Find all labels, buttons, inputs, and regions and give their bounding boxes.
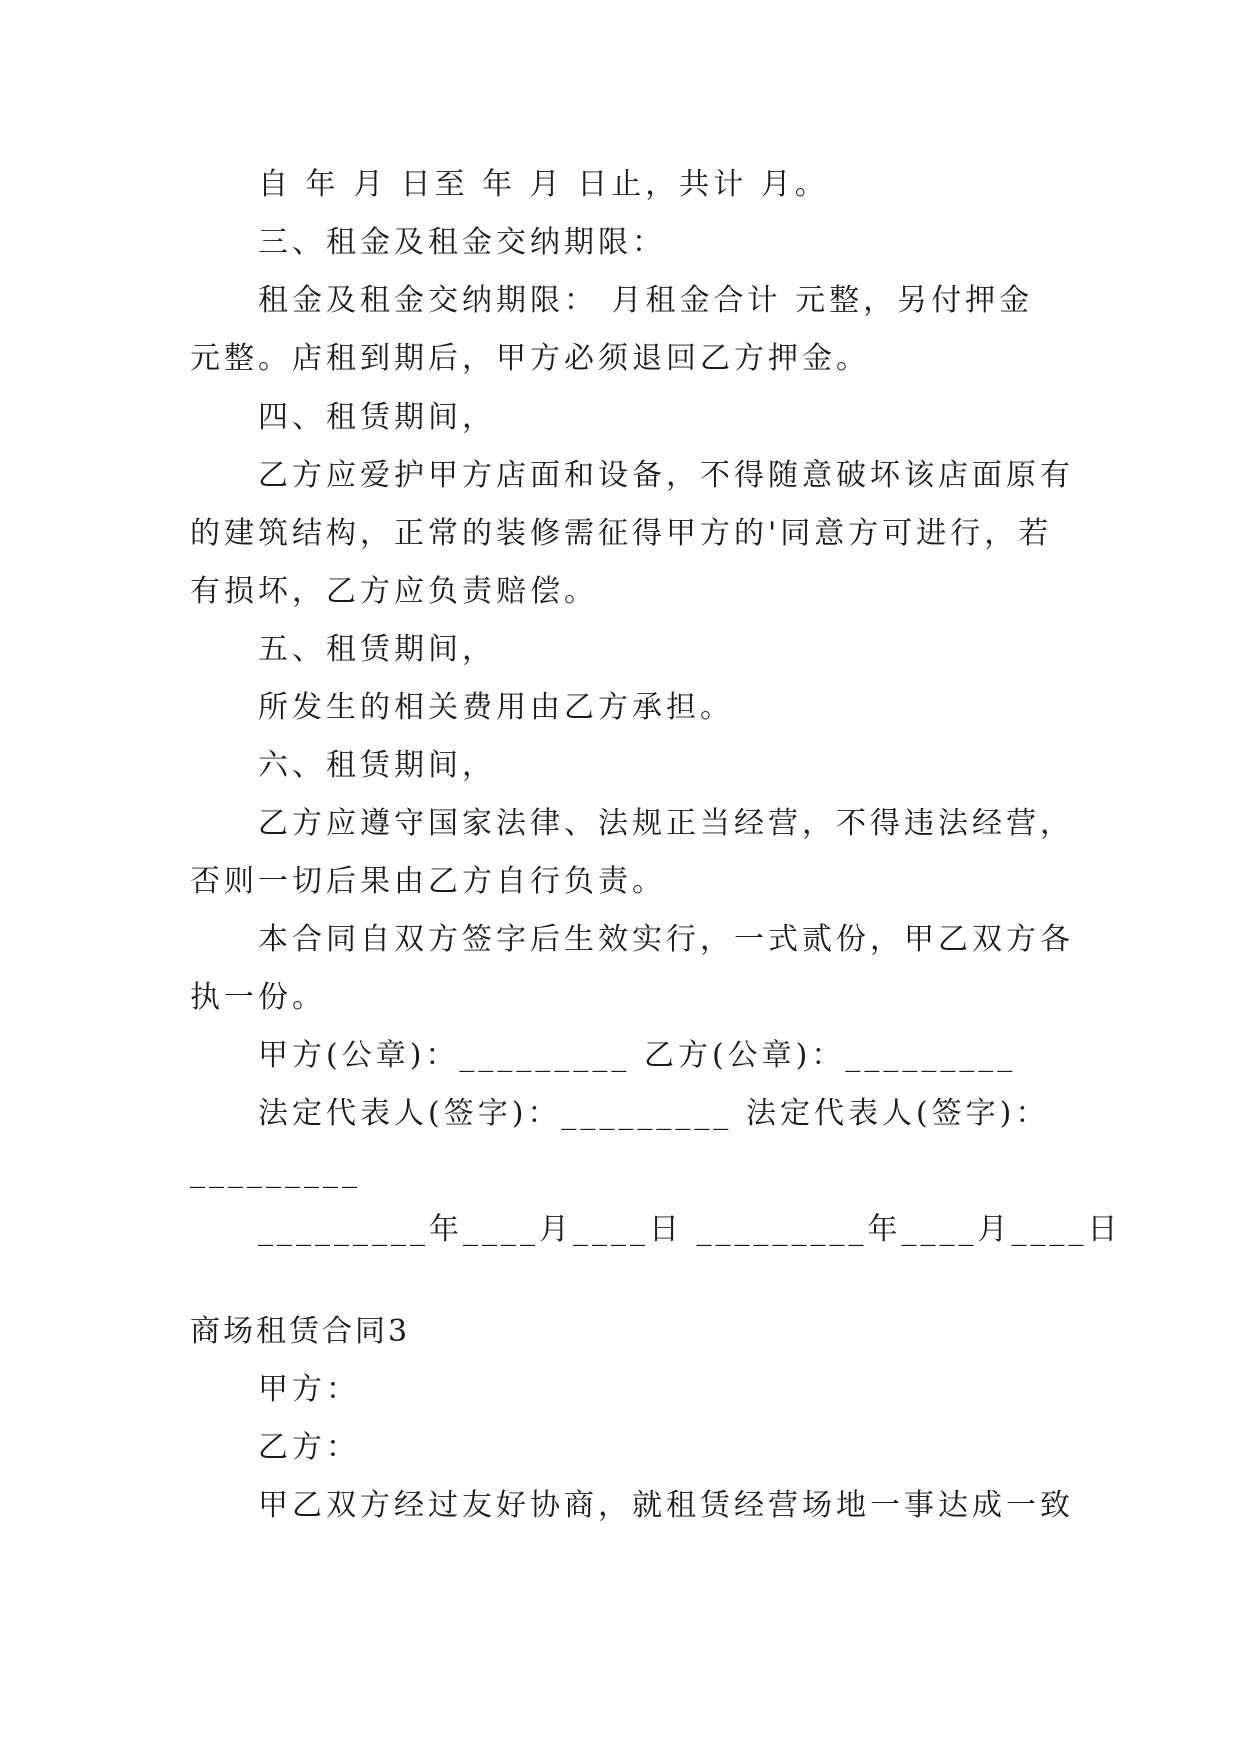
representative-signature-line: 法定代表人(签字)：_________ 法定代表人(签字)：: [258, 1096, 1050, 1131]
effective-clause-line-2: 执一份。: [190, 980, 326, 1015]
section-4-text-line-1: 乙方应爱护甲方店面和设备，不得随意破坏该店面原有: [258, 458, 1074, 493]
section-6-heading: 六、租赁期间，: [258, 748, 496, 783]
party-b-label: 乙方：: [258, 1430, 360, 1465]
section-6-text-line-2: 否则一切后果由乙方自行负责。: [190, 864, 666, 899]
section-5-heading: 五、租赁期间，: [258, 632, 496, 667]
rent-terms-line-1: 租金及租金交纳期限： 月租金合计 元整，另付押金: [258, 283, 1034, 318]
signature-date-line: _________年____月____日 _________年____月____日: [258, 1212, 1122, 1247]
party-a-label: 甲方：: [258, 1372, 360, 1407]
section-5-text: 所发生的相关费用由乙方承担。: [258, 690, 734, 725]
rent-terms-line-2: 元整。店租到期后，甲方必须退回乙方押金。: [190, 341, 870, 376]
section-4-text-line-2: 的建筑结构，正常的装修需征得甲方的'同意方可进行，若: [190, 516, 1053, 551]
section-4-heading: 四、租赁期间，: [258, 400, 496, 435]
effective-clause-line-1: 本合同自双方签字后生效实行，一式贰份，甲乙双方各: [258, 922, 1074, 957]
representative-signature-blank: _________: [190, 1154, 361, 1189]
section-6-text-line-1: 乙方应遵守国家法律、法规正当经营，不得违法经营，: [258, 806, 1074, 841]
contract-3-title: 商场租赁合同3: [190, 1314, 411, 1349]
party-seal-line: 甲方(公章)：_________ 乙方(公章)：_________: [258, 1038, 1017, 1073]
lease-period-line: 自 年 月 日至 年 月 日止，共计 月。: [258, 167, 829, 202]
section-3-heading: 三、租金及租金交纳期限：: [258, 225, 666, 260]
section-4-text-line-3: 有损坏，乙方应负责赔偿。: [190, 574, 598, 609]
contract-3-intro-line: 甲乙双方经过友好协商，就租赁经营场地一事达成一致: [258, 1488, 1074, 1523]
